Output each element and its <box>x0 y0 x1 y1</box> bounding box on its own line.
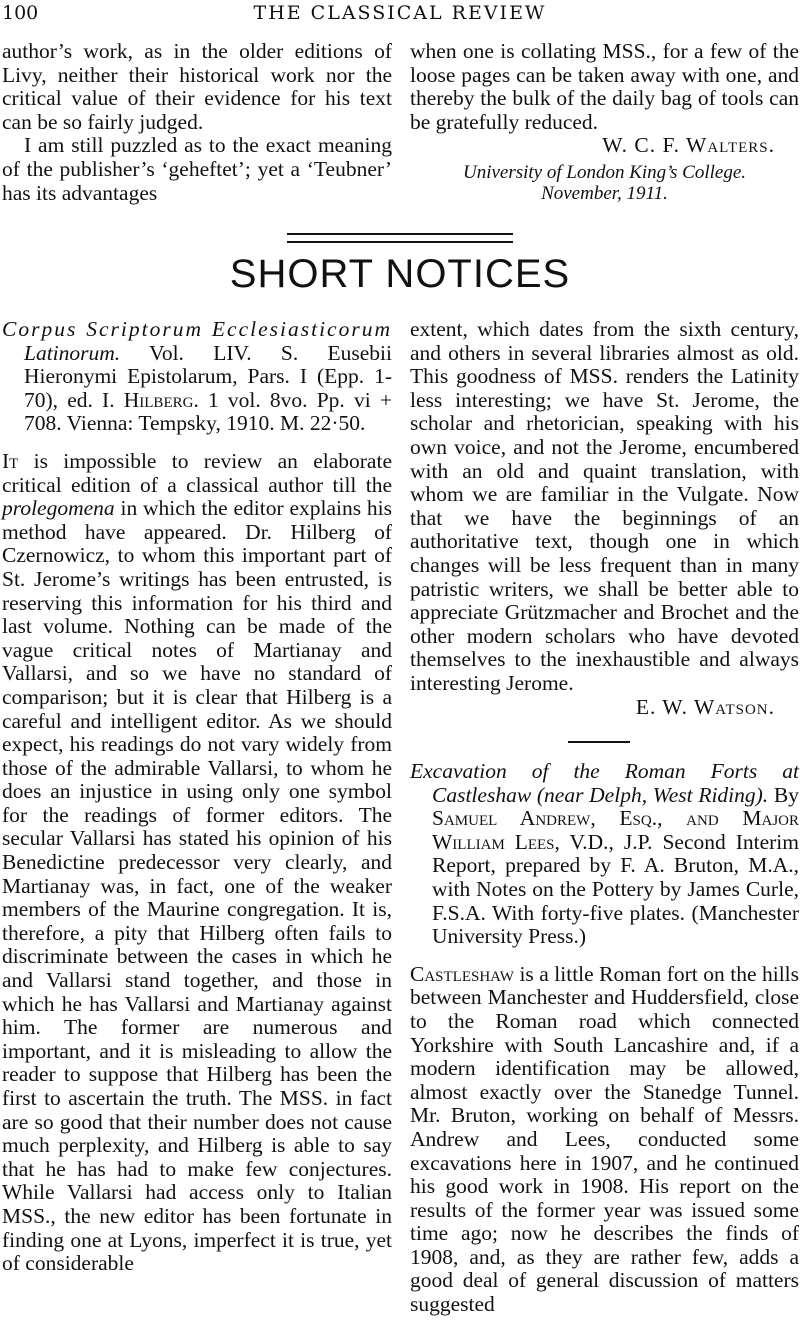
notice1-heading <box>2 318 392 436</box>
prev-review-paragraph: when one is collating MSS., for a few of the loose pages can be taken away with one, and thereby the bulk of the daily bag of tools can be gratefully reduced. <box>410 39 799 134</box>
notice-divider <box>568 741 630 743</box>
notice1-title-rest: Latinorum. <box>24 340 121 365</box>
notice2-heading <box>410 760 799 949</box>
notice2-body <box>410 963 799 1317</box>
notice2-authors: Samuel Andrew, Esq., and Major William Lees, V.D., J.P. <box>432 806 799 854</box>
prev-review-left-column <box>2 40 392 205</box>
review-date: November, 1911. <box>541 182 668 204</box>
prev-review-right-column <box>410 40 799 204</box>
notice2-body-start: Castleshaw <box>410 961 514 986</box>
section-divider <box>287 233 513 243</box>
notice1-editor: Hilberg. <box>123 387 199 412</box>
notice1-body <box>2 450 392 1276</box>
section-title: SHORT NOTICES <box>229 252 571 296</box>
notice2-body-rest: is a little Roman fort on the hills between Manchester and Huddersfield, close to the Roman road which connected Yorkshire with South Lancashire and, if a modern identification may be allowed, almost exactly over the Stanedge Tunnel. Mr. Bruton, working on behalf of Messrs. Andrew and Lees, conducted some excavations here in 1907, and he continued his good work in 1908. His report on the results of the former year was issued some time ago; now he describes the finds of 1908, and, as they are rather few, adds a good deal of general discussion of matters suggested <box>410 961 800 1317</box>
reviewer-affiliation: University of London King’s College. <box>462 161 747 183</box>
notice1-body-part1: is impossible to review an elaborate critical edition of a classical author till the <box>2 448 392 497</box>
notice1-details-2: 1 vol. 8vo. Pp. vi + 708. Vienna: Tempsky, 1910. M. 22·50. <box>24 387 392 436</box>
notice1-left-column <box>2 318 392 1276</box>
notice1-details: Vol. LIV. S. Eusebii Hieronymi Epistolarum, Pars. I (Epp. 1-70), ed. I. <box>24 340 392 412</box>
notice1-body-start: It <box>2 448 19 473</box>
notice2-by: By <box>773 782 799 807</box>
running-title: THE CLASSICAL REVIEW <box>253 2 547 24</box>
prev-review-paragraph: author’s work, as in the older editions of Livy, neither their historical work nor the critical value of their evidence for his text can be so fairly judged. <box>2 39 392 134</box>
notice1-signature: E. W. Watson. <box>635 694 775 719</box>
reviewer-signature: W. C. F. Walters. <box>602 133 775 158</box>
notice1-body-part2: in which the editor explains his method have appeared. Dr. Hilberg of Czernowicz, to whom this important part of St. Jerome’s writings has been entrusted, is reserving this information for his third and last volume. Nothing can be made of the vague critical notes of Martianay and Vallarsi, and so we have no standard of comparison; but it is clear that Hilberg is a careful and intelligent editor. As we should expect, his readings do not vary widely from those of the admirable Vallarsi, to whom he does an injustice in using only one symbol for the readings of former editors. The secular Vallarsi has stated his opinion of his Benedictine predecessor very clearly, and Martianay was, in fact, one of the weaker members of the Maurine congregation. It is, therefore, a pity that Hilberg often fails to discriminate between the cases in which he and Vallarsi stand together, and those in which he has Vallarsi and Martianay against him. The former are numerous and important, and it is misleading to allow the reader to suppose that Hilberg has been the first to ascertain the truth. The MSS. in fact are so good that their number does not cause much perplexity, and Hilberg is able to say that he has had to make few conjectures. While Vallarsi had access only to Italian MSS., the new editor has been fortunate in finding one at Lyons, imperfect it is true, yet of considerable <box>2 496 393 1276</box>
notice1-body-continued: extent, which dates from the sixth century, and others in several libraries almost as old. This goodness of MSS. renders the Latinity less interesting; we have St. Jerome, the scholar and rhetorician, speaking with his own voice, and not the Jerome, encumbered with an old and quaint translation, with whom we are familiar in the Vulgate. Now that we have the beginnings of an authoritative text, though one in which changes will be less frequent than in many patristic writers, we shall be better able to appreciate Grützmacher and Brochet and the other modern scholars who have devoted themselves to the inexhaustible and always interesting Jerome. <box>410 317 799 695</box>
notice2-title: Excavation of the Roman Forts at Castleshaw (near Delph, West Riding). <box>410 759 799 807</box>
notice1-body-prolegomena: prolegomena <box>2 496 115 521</box>
notice1-title: Corpus Scriptorum Ecclesiasticorum <box>2 317 392 341</box>
notice1-right-column <box>410 318 799 719</box>
prev-review-paragraph: I am still puzzled as to the exact meaning of the publisher’s ‘geheftet’; yet a ‘Teubner’ has its advantages <box>2 133 392 205</box>
page-number: 100 <box>2 2 39 24</box>
page-header <box>0 0 800 28</box>
notice2-column <box>410 760 799 1317</box>
notice2-details: Second Interim Report, prepared by F. A. Bruton, M.A., with Notes on the Pottery by James Curle, F.S.A. With forty-five plates. (Manchester University Press.) <box>432 829 799 949</box>
